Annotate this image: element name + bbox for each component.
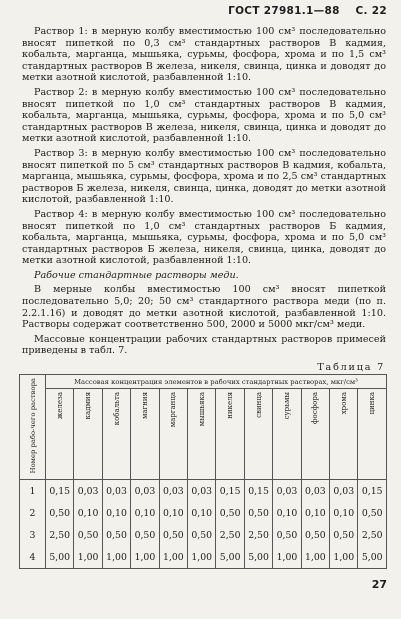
table-cell: 0,50 xyxy=(46,502,74,524)
table-cell: 0,50 xyxy=(330,524,358,546)
table-row xyxy=(20,480,387,503)
table-cell: 5,00 xyxy=(358,546,387,569)
table-cell: 0,50 xyxy=(131,524,159,546)
row-number: 3 xyxy=(20,524,46,546)
table-row xyxy=(20,524,387,546)
table-cell: 2,50 xyxy=(358,524,387,546)
column-header: кадмия xyxy=(74,389,102,480)
table-cell: 1,00 xyxy=(74,546,102,569)
row-number: 4 xyxy=(20,546,46,569)
column-header: никеля xyxy=(216,389,244,480)
column-header: магния xyxy=(131,389,159,480)
column-header: железа xyxy=(46,389,74,480)
page-header xyxy=(228,5,387,17)
row-number: 1 xyxy=(20,480,46,503)
table-row xyxy=(20,502,387,524)
table-cell: 0,15 xyxy=(216,480,244,503)
table-cell: 5,00 xyxy=(244,546,272,569)
row-number: 2 xyxy=(20,502,46,524)
body-text xyxy=(22,26,386,360)
column-header: мышьяка xyxy=(188,389,216,480)
table-cell: 0,03 xyxy=(102,480,130,503)
paragraph-solution-3: Раствор 3: в мерную колбу вместимостью 100 см³ последовательно вносят пипеткой по 5 см³ стандартных растворов В кадмия, кобальта, марганца, мышьяка, сурьмы, фосфора, хрома и по 2,5 см³ стандартных растворов Б железа, никеля, свинца, цинка, доводят до метки азотной кислотой, разбавленной 1:10. xyxy=(22,147,386,206)
column-header: марганца xyxy=(159,389,187,480)
table-cell: 0,15 xyxy=(358,480,387,503)
table-cell: 0,15 xyxy=(244,480,272,503)
table-cell: 0,10 xyxy=(273,502,301,524)
paragraph-copper: В мерные колбы вместимостью 100 см³ вносят пипеткой последовательно 5,0; 20; 50 см³ стандартного раствора меди (по п. 2.2.1.16) и доводят до метки азотной кислотой, разбавленной 1:10. Растворы содержат соответственно 500, 2000 и 5000 мкг/см³ меди. xyxy=(22,284,386,331)
column-header: сурьмы xyxy=(273,389,301,480)
table-cell: 2,50 xyxy=(46,524,74,546)
table-cell: 0,10 xyxy=(301,502,329,524)
table-cell: 0,03 xyxy=(330,480,358,503)
subheading-copper: Рабочие стандартные растворы меди. xyxy=(34,269,239,281)
table-cell: 0,03 xyxy=(131,480,159,503)
table-cell: 0,10 xyxy=(74,502,102,524)
paragraph-table-intro: Массовые концентрации рабочих стандартных растворов примесей приведены в табл. 7. xyxy=(22,333,386,357)
page-number: 27 xyxy=(371,578,387,591)
table-cell: 0,03 xyxy=(159,480,187,503)
table-cell: 0,03 xyxy=(301,480,329,503)
table-cell: 0,03 xyxy=(273,480,301,503)
table-cell: 1,00 xyxy=(273,546,301,569)
table-cell: 0,10 xyxy=(102,502,130,524)
table-cell: 0,15 xyxy=(46,480,74,503)
standard-number: ГОСТ 27981.1—88 xyxy=(228,5,340,17)
column-header: фосфора xyxy=(301,389,329,480)
table-row-header: Номер рабо-чего раствора xyxy=(20,375,46,480)
concentration-table xyxy=(19,374,387,569)
table-row xyxy=(20,546,387,569)
table-cell: 5,00 xyxy=(216,546,244,569)
table-cell: 0,03 xyxy=(188,480,216,503)
page-reference: С. 22 xyxy=(355,5,387,17)
table-cell: 0,50 xyxy=(358,502,387,524)
table-cell: 1,00 xyxy=(188,546,216,569)
table-cell: 0,10 xyxy=(159,502,187,524)
table-cell: 1,00 xyxy=(301,546,329,569)
table-cell: 1,00 xyxy=(159,546,187,569)
table-cell: 1,00 xyxy=(102,546,130,569)
table-cell: 0,50 xyxy=(102,524,130,546)
table-cell: 0,50 xyxy=(273,524,301,546)
table-cell: 1,00 xyxy=(330,546,358,569)
table-cell: 0,03 xyxy=(74,480,102,503)
table-cell: 0,10 xyxy=(188,502,216,524)
table-cell: 0,50 xyxy=(301,524,329,546)
table-caption: Таблица 7 xyxy=(317,362,385,373)
table-group-header: Массовая концентрация элементов в рабочих стандартных растворах, мкг/см³ xyxy=(46,375,387,389)
table-cell: 2,50 xyxy=(216,524,244,546)
paragraph-solution-2: Раствор 2: в мерную колбу вместимостью 100 см³ последовательно вносят пипеткой по 1,0 см³ стандартных растворов В кадмия, кобальта, марганца, мышьяка, сурьмы, фосфора, хрома и по 5,0 см³ стандартных растворов В железа, никеля, свинца, цинка и доводят до метки азотной кислотой, разбавленной 1:10. xyxy=(22,86,386,145)
table-cell: 5,00 xyxy=(46,546,74,569)
table-cell: 2,50 xyxy=(244,524,272,546)
table-cell: 0,50 xyxy=(244,502,272,524)
table-cell: 0,10 xyxy=(131,502,159,524)
column-header: хрома xyxy=(330,389,358,480)
table-cell: 0,50 xyxy=(216,502,244,524)
table-cell: 0,50 xyxy=(74,524,102,546)
table-cell: 0,10 xyxy=(330,502,358,524)
table-cell: 0,50 xyxy=(159,524,187,546)
column-header: свинца xyxy=(244,389,272,480)
column-header: кобальта xyxy=(102,389,130,480)
table-cell: 0,50 xyxy=(188,524,216,546)
paragraph-solution-1: Раствор 1: в мерную колбу вместимостью 100 см³ последовательно вносят пипеткой по 0,3 см³ стандартных растворов В кадмия, кобальта, марганца, мышьяка, сурьмы, фосфора, хрома и по 1,5 см³ стандартных растворов В железа, никеля, свинца, цинка и доводят до метки азотной кислотой, разбавленной 1:10. xyxy=(22,26,386,84)
column-header: цинка xyxy=(358,389,387,480)
paragraph-solution-4: Раствор 4: в мерную колбу вместимостью 100 см³ последовательно вносят пипеткой по 1,0 см³ стандартных растворов Б кадмия, кобальта, марганца, мышьяка, сурьмы, фосфора, хрома и по 5,0 см³ стандартных растворов Б железа, никеля, свинца, цинка, доводят до метки азотной кислотой, разбавленной 1:10. xyxy=(22,208,386,267)
table-cell: 1,00 xyxy=(131,546,159,569)
element-header-row xyxy=(20,389,387,480)
